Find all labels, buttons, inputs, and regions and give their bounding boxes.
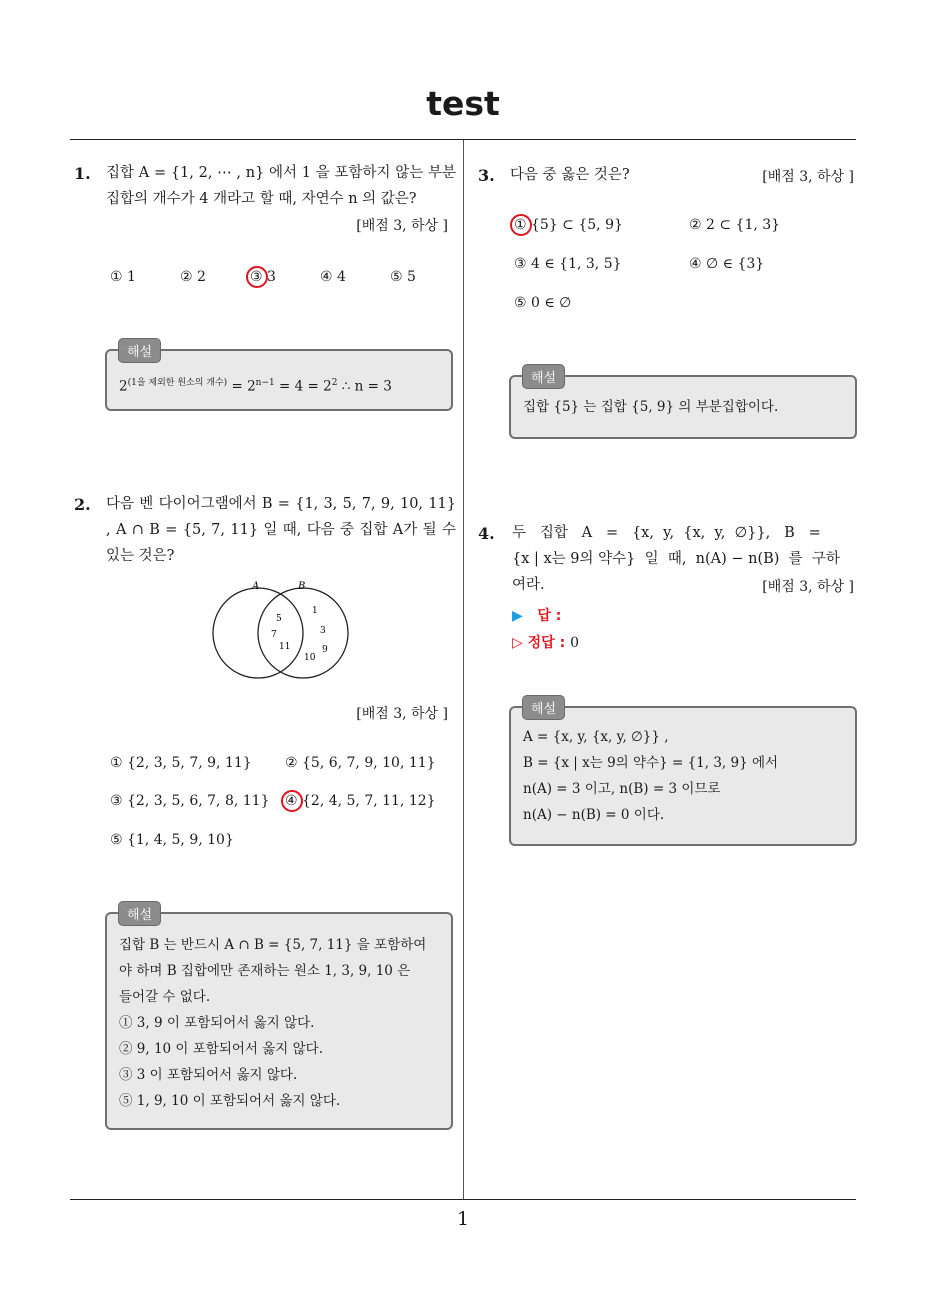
venn-element: 7 [271, 630, 277, 640]
venn-label-b: B [298, 581, 306, 592]
q2-option-5[interactable]: ⑤ {1, 4, 5, 9, 10} [110, 832, 234, 848]
q2-score: [배점 3, 하상 ] [356, 706, 448, 722]
q4-explanation-text [523, 724, 778, 828]
bottom-rule [70, 1199, 856, 1200]
q4-number: 4. [478, 524, 495, 543]
q4-explanation-tag: 해설 [522, 695, 565, 720]
q1-explanation-text: $2^{(1을 제외한 원소의 개수)} = 2^{n-1} = 4 = 2^2$ ∴ n = 3 [119, 378, 392, 395]
page-title: test [426, 84, 500, 123]
q3-option-1[interactable]: ① {5} ⊂ {5, 9} [514, 217, 623, 233]
q4-explanation-box [509, 706, 857, 846]
venn-diagram [205, 578, 355, 688]
q2-explanation-text [119, 932, 443, 1114]
q3-text: 다음 중 옳은 것은? [510, 167, 630, 183]
q4-answer-row [512, 605, 561, 625]
column-divider [463, 140, 464, 1200]
explanation-line: 야 하며 B 집합에만 존재하는 원소 1, 3, 9, 10 은 [119, 963, 411, 979]
explanation-line: n(A) = 3 이고, n(B) = 3 이므로 [523, 781, 721, 797]
explanation-line: n(A) − n(B) = 0 이다. [523, 807, 665, 823]
venn-element: 11 [279, 642, 291, 652]
explanation-line: ③ 3 이 포함되어서 옳지 않다. [119, 1067, 298, 1083]
q2-option-4[interactable]: ④ {2, 4, 5, 7, 11, 12} [285, 793, 436, 809]
q4-text-line: {x | x는 9의 약수} 일 때, n(A) − n(B) 를 구하 [512, 551, 840, 567]
selected-mark-icon [281, 790, 303, 812]
q1-option-4[interactable]: ④ 4 [320, 269, 346, 285]
q1-option-1[interactable]: ① 1 [110, 269, 136, 285]
venn-element: 10 [304, 653, 316, 663]
venn-element: 5 [276, 614, 282, 624]
q1-explanation-tag: 해설 [118, 338, 161, 363]
explanation-line: 집합 B 는 반드시 A ∩ B = {5, 7, 11} 을 포함하여 [119, 937, 427, 953]
q1-number: 1. [74, 164, 91, 183]
q2-option-2[interactable]: ② {5, 6, 7, 9, 10, 11} [285, 755, 436, 771]
correct-label: 정답 : [527, 635, 566, 651]
venn-element: 9 [322, 645, 328, 655]
q4-correct-row [512, 632, 579, 652]
play-arrow-icon: ▶ [512, 608, 523, 624]
q2-option-1[interactable]: ① {2, 3, 5, 7, 9, 11} [110, 755, 252, 771]
q2-option-3[interactable]: ③ {2, 3, 5, 6, 7, 8, 11} [110, 793, 270, 809]
venn-label-a: A [252, 581, 260, 592]
q3-explanation-text: 집합 {5} 는 집합 {5, 9} 의 부분집합이다. [523, 399, 779, 415]
q2-explanation-tag: 해설 [118, 901, 161, 926]
q3-score: [배점 3, 하상 ] [762, 169, 854, 185]
q3-number: 3. [478, 166, 495, 185]
explanation-line: ① 3, 9 이 포함되어서 옳지 않다. [119, 1015, 315, 1031]
selected-mark-icon [246, 266, 268, 288]
q1-option-2[interactable]: ② 2 [180, 269, 206, 285]
venn-element: 1 [312, 606, 318, 616]
q1-option-5[interactable]: ⑤ 5 [390, 269, 416, 285]
explanation-line: ⑤ 1, 9, 10 이 포함되어서 옳지 않다. [119, 1093, 341, 1109]
page-number: 1 [456, 1208, 470, 1230]
correct-value: 0 [570, 635, 579, 651]
outline-arrow-icon: ▷ [512, 635, 523, 651]
explanation-line: 들어갈 수 없다. [119, 989, 211, 1005]
q4-text-line: 두 집합 A = {x, y, {x, y, ∅}}, B = [512, 525, 821, 541]
explanation-line: A = {x, y, {x, y, ∅}} , [523, 729, 669, 745]
q3-option-4[interactable]: ④ ∅ ∈ {3} [689, 256, 765, 272]
q1-text: 집합 A = {1, 2, ⋯ , n} 에서 1 을 포함하지 않는 부분집합의 개수가 4 개라고 할 때, 자연수 n 의 값은? [106, 165, 456, 207]
q2-text: 다음 벤 다이어그램에서 B = {1, 3, 5, 7, 9, 10, 11} , A ∩ B = {5, 7, 11} 일 때, 다음 중 집합 A가 될 수 있는 것은? [106, 496, 456, 564]
selected-mark-icon [510, 214, 532, 236]
answer-label: 답 : [537, 608, 562, 624]
q1-score: [배점 3, 하상 ] [356, 218, 448, 234]
explanation-line: B = {x | x는 9의 약수} = {1, 3, 9} 에서 [523, 755, 779, 771]
q2-number: 2. [74, 495, 91, 514]
explanation-line: ② 9, 10 이 포함되어서 옳지 않다. [119, 1041, 324, 1057]
q4-text-line: 여라. [512, 577, 545, 593]
q3-explanation-tag: 해설 [522, 364, 565, 389]
q4-score: [배점 3, 하상 ] [762, 579, 854, 595]
q2-explanation-box [105, 912, 453, 1130]
q3-option-3[interactable]: ③ 4 ∈ {1, 3, 5} [514, 256, 622, 272]
venn-element: 3 [320, 626, 326, 636]
q3-option-2[interactable]: ② 2 ⊂ {1, 3} [689, 217, 781, 233]
q3-option-5[interactable]: ⑤ 0 ∈ ∅ [514, 295, 572, 311]
q1-option-3[interactable]: ③ 3 [250, 269, 276, 285]
